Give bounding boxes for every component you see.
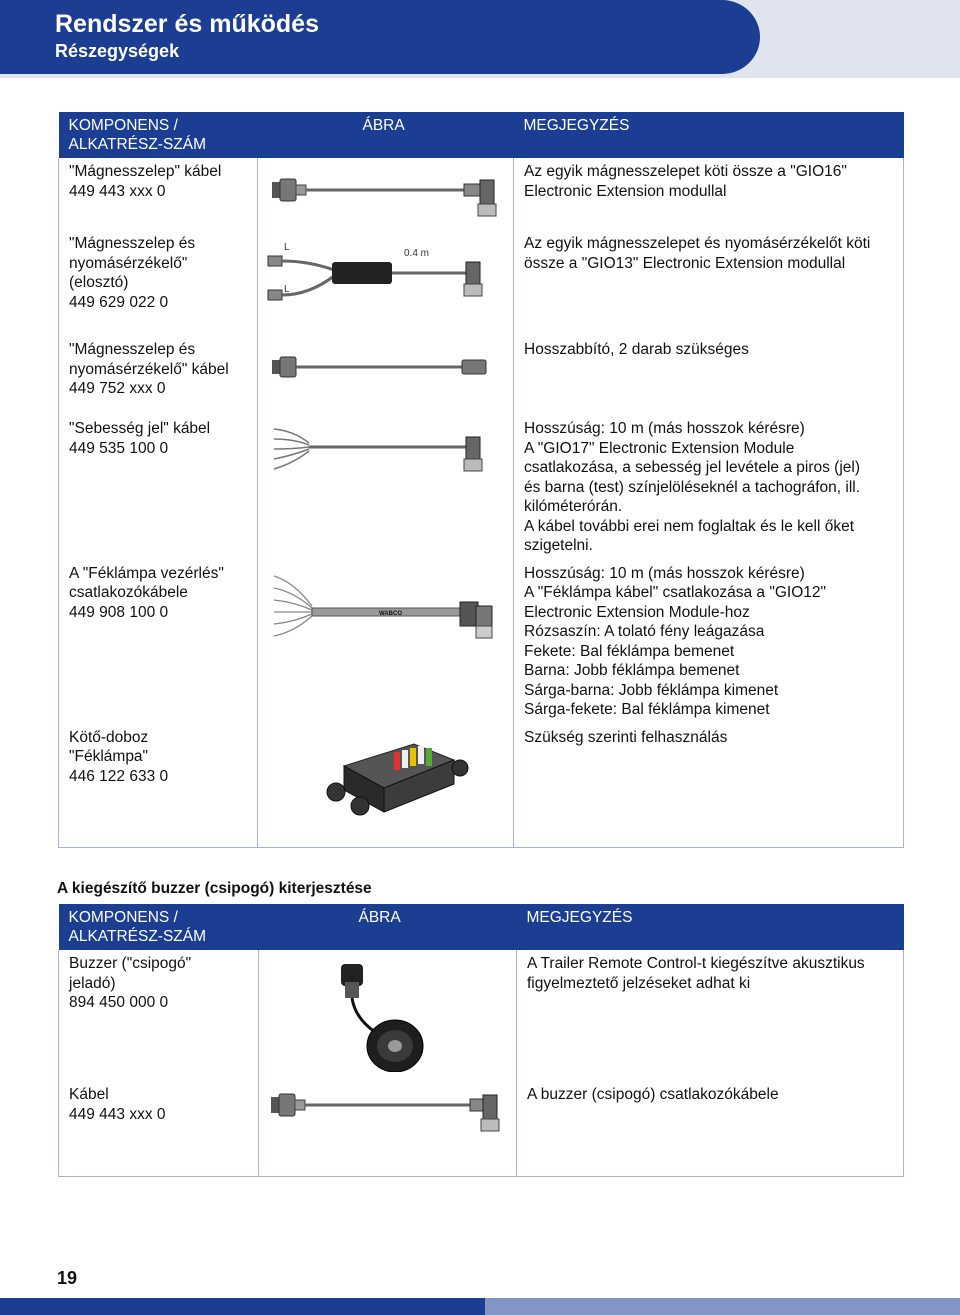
solenoid-cable-figure	[264, 160, 508, 222]
component-cell: Kötő-doboz "Féklámpa" 446 122 633 0	[59, 724, 258, 848]
figure-cell	[258, 230, 514, 336]
column-header-note: MEGJEGYZÉS	[517, 904, 904, 950]
section-title: A kiegészítő buzzer (csipogó) kiterjesztése	[57, 880, 372, 897]
column-header-component: KOMPONENS / ALKATRÉSZ-SZÁM	[59, 904, 259, 950]
figure-cell	[259, 950, 517, 1081]
note-cell: Az egyik mágnesszelepet köti össze a "GIO16" Electronic Extension modullal	[514, 158, 904, 230]
note-cell: A buzzer (csipogó) csatlakozókábele	[517, 1081, 904, 1176]
component-cell: Buzzer ("csipogó" jeladó) 894 450 000 0	[59, 950, 259, 1081]
table-row	[59, 1081, 904, 1176]
page-subtitle: Részegységek	[55, 41, 180, 61]
extension-cable-figure	[264, 338, 508, 398]
column-header-component: KOMPONENS / ALKATRÉSZ-SZÁM	[59, 112, 258, 158]
footer-bar-light	[485, 1298, 960, 1315]
note-cell: Hosszúság: 10 m (más hosszok kérésre) A "GIO17" Electronic Extension Module csatlakozása, a sebesség jel levétele a piros (jel) és barna (test) színjelöléseknél a tachográfon, ill. kilóméterórán. A kábel további erei nem foglaltak és le kell őket szigetelni.	[514, 415, 904, 560]
note-cell: Szükség szerinti felhasználás	[514, 724, 904, 848]
column-header-figure: ÁBRA	[259, 904, 517, 950]
figure-label-length: 0.4 m	[404, 248, 430, 259]
figure-cell	[258, 336, 514, 415]
note-cell: Az egyik mágnesszelepet és nyomásérzékelőt köti össze a "GIO13" Electronic Extension modullal	[514, 230, 904, 336]
column-header-note: MEGJEGYZÉS	[514, 112, 904, 158]
component-cell: Kábel 449 443 xxx 0	[59, 1081, 259, 1176]
distributor-cable-figure	[264, 232, 508, 312]
figure-cell	[259, 1081, 517, 1176]
components-table	[58, 112, 904, 848]
note-cell: A Trailer Remote Control-t kiegészítve akusztikus figyelmeztető jelzéseket adhat ki	[517, 950, 904, 1081]
column-header-figure: ÁBRA	[258, 112, 514, 158]
footer-bar-dark	[0, 1298, 485, 1315]
table-row	[59, 950, 904, 1081]
table-row	[59, 724, 904, 848]
buzzer-table	[58, 904, 904, 1177]
table-row	[59, 415, 904, 560]
speed-signal-cable-figure	[264, 417, 508, 487]
component-cell: "Sebesség jel" kábel 449 535 100 0	[59, 415, 258, 560]
figure-cell	[258, 158, 514, 230]
table-header-row	[59, 904, 904, 950]
component-cell: "Mágnesszelep" kábel 449 443 xxx 0	[59, 158, 258, 230]
junction-box-figure	[264, 726, 508, 836]
page-number: 19	[57, 1268, 78, 1288]
page-title: Rendszer és működés	[55, 10, 319, 38]
figure-cell	[258, 560, 514, 724]
figure-cell	[258, 724, 514, 848]
buzzer-cable-figure	[265, 1083, 509, 1143]
note-cell: Hosszúság: 10 m (más hosszok kérésre) A "Féklámpa kábel" csatlakozása a "GIO12" Electronic Extension Module-hoz Rózsaszín: A tolató fény leágazása Fekete: Bal féklámpa bemenet Barna: Jobb féklámpa bemenet Sárga-barna: Jobb féklámpa kimenet Sárga-fekete: Bal féklámpa kimenet	[514, 560, 904, 724]
buzzer-figure	[265, 952, 509, 1072]
figure-label-l-top: L	[284, 242, 290, 253]
table-row	[59, 560, 904, 724]
figure-label-l-bottom: L	[284, 284, 290, 295]
table-row	[59, 158, 904, 230]
component-cell: "Mágnesszelep és nyomásérzékelő" (elosztó) 449 629 022 0	[59, 230, 258, 336]
figure-cell	[258, 415, 514, 560]
table-row	[59, 336, 904, 415]
table-header-row	[59, 112, 904, 158]
component-cell: "Mágnesszelep és nyomásérzékelő" kábel 449 752 xxx 0	[59, 336, 258, 415]
component-cell: A "Féklámpa vezérlés" csatlakozókábele 449 908 100 0	[59, 560, 258, 724]
brake-light-cable-figure	[264, 562, 508, 662]
table-row	[59, 230, 904, 336]
figure-label-brand: WABCO	[379, 610, 402, 617]
note-cell: Hosszabbító, 2 darab szükséges	[514, 336, 904, 415]
